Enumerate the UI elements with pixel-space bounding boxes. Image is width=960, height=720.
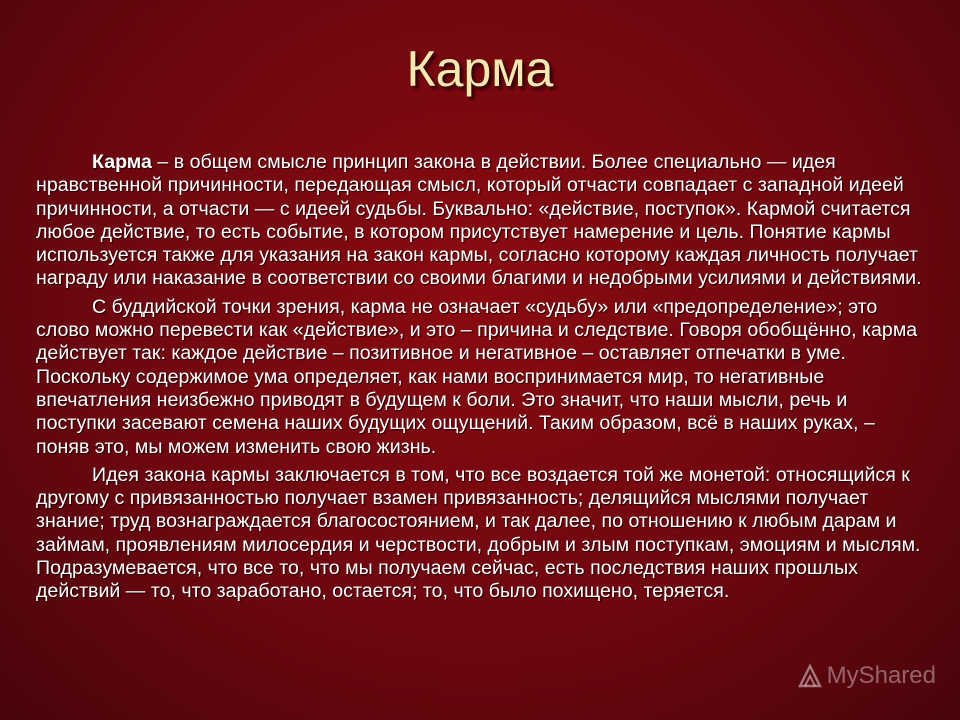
watermark-text: MyShared (826, 662, 936, 689)
paragraph-definition (36, 151, 930, 291)
paragraph-1-text: – в общем смысле принцип закона в действии. Более специально — идея нравственной причинности, передающая смысл, который отчасти совпадает с западной идеей причинности, а отчасти — с идеей судьбы. Буквально: «действие, поступок». Кармой считается любое действие, то есть событие, в котором присутствует намерение и цель. Понятие кармы используется также для указания на закон кармы, согласно которому каждая личность получает награду или наказание в соответствии со своими благими и недобрыми усилиями и действиями. (36, 151, 922, 290)
slide-title: Карма (406, 41, 554, 97)
paragraph-law-of-karma: Идея закона кармы заключается в том, что все воздается той же монетой: относящийся к другому с привязанностью получает взамен привязанность; делящийся мыслями получает знание; труд вознаграждается благосостоянием, и так далее, по отношению к любым дарам и займам, проявлениям милосердия и черствости, добрым и злым поступкам, эмоциям и мыслям. Подразумевается, что все то, что мы получаем сейчас, есть последствия наших прошлых действий — то, что заработано, остается; то, что было похищено, теряется. (36, 463, 921, 603)
slide-body (36, 151, 930, 609)
term-karma: Карма (92, 151, 152, 173)
myshared-logo-icon (797, 663, 823, 689)
paragraph-buddhist-view: С буддийской точки зрения, карма не означает «судьбу» или «предопределение»; это слово можно перевести как «действие», и это – причина и следствие. Говоря обобщённо, карма действует так: каждое действие – позитивное и негативное – оставляет отпечатки в уме. Поскольку содержимое ума определяет, как нами воспринимается мир, то негативные впечатления неизбежно приводят в будущем к боли. Это значит, что наши мысли, речь и поступки засевают семена наших будущих ощущений. Таким образом, всё в наших руках, – поняв это, мы можем изменить свою жизнь. (36, 295, 918, 458)
watermark (797, 662, 936, 690)
